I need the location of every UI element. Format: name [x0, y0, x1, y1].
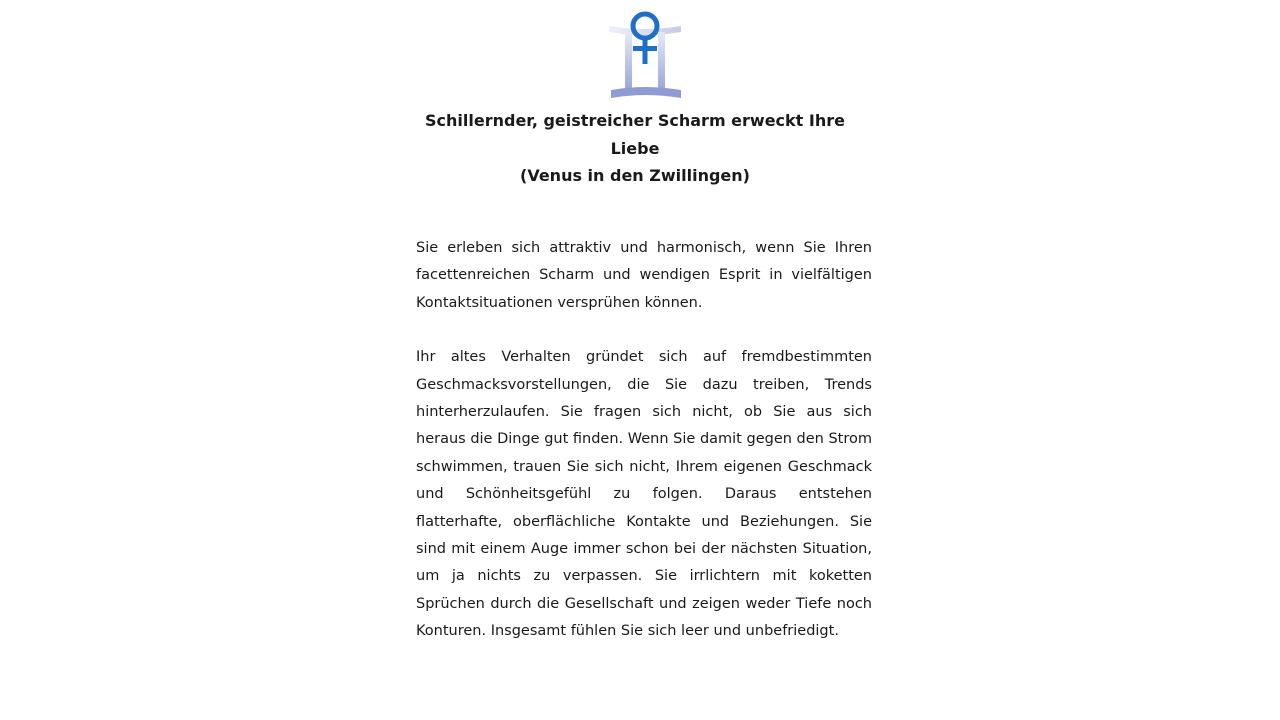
paragraph-2: Ihr altes Verhalten gründet sich auf fremdbestimmten Geschmacksvorstellungen, die Sie dazu treiben, Trends hinterherzulaufen. Sie fragen sich nicht, ob Sie aus sich heraus die Dinge gut finden. Wenn Sie damit gegen den Strom schwimmen, trauen Sie sich nicht, Ihrem eigenen Geschmack und Schönheitsgefühl zu folgen. Daraus entstehen flatterhafte, oberflächliche Kontakte und Beziehungen. Sie sind mit einem Auge immer schon bei der nächsten Situation, um ja nichts zu verpassen. Sie irrlichtern mit koketten Sprüchen durch die Gesellschaft und zeigen weder Tiefe noch Konturen. Insgesamt fühlen Sie sich leer und unbefriedigt. — [416, 349, 872, 640]
title-line-2: Liebe — [610, 138, 660, 158]
article-body — [416, 235, 872, 646]
paragraph-1: Sie erleben sich attraktiv und harmonisch, wenn Sie Ihren facettenreichen Scharm und wendigen Esprit in vielfältigen Kontaktsituationen versprühen können. — [416, 240, 872, 311]
title-line-1: Schillernder, geistreicher Scharm erweckt Ihre — [425, 111, 845, 130]
venus-gemini-symbol-icon — [605, 10, 685, 102]
title-subtitle: (Venus in den Zwillingen) — [520, 166, 750, 185]
page-title — [400, 107, 870, 190]
